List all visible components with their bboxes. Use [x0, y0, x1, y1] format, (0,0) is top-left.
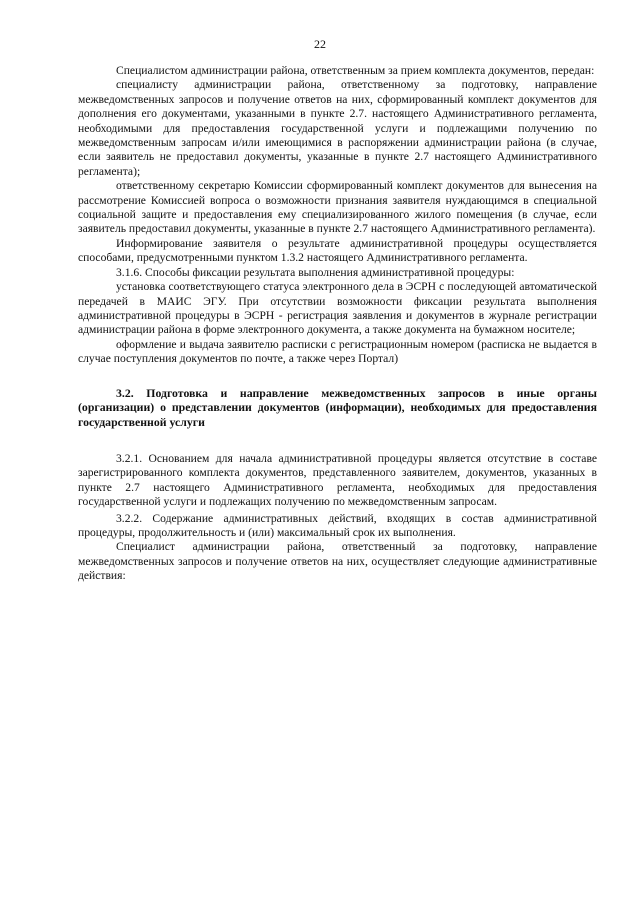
paragraph-commission-secretary: ответственному секретарю Комиссии сформированный комплект документов для вынесения на рассмотрение Комиссией вопроса о возможности признания заявителя нуждающимся в специальной социальной защите и предоставления ему специализированного жилого помещения (в случае, если заявитель предоставил документы, указанные в пункте 2.7 настоящего Административного регламента). [78, 179, 597, 236]
paragraph-3-2-1: 3.2.1. Основанием для начала административной процедуры является отсутствие в составе зарегистрированного комплекта документов, представленного заявителем, документов, указанных в пункте 2.7 настоящего Административного регламента, необходимых для предоставления государственной услуги и подлежащих получению по межведомственным запросам. [78, 451, 597, 509]
paragraph-3-2-2: 3.2.2. Содержание административных действий, входящих в состав административной процедуры, продолжительность и (или) максимальный срок их выполнения. [78, 511, 597, 539]
paragraph-receipt: оформление и выдача заявителю расписки с регистрационным номером (расписка не выдается в случае поступления документов по почте, а также через Портал) [78, 337, 597, 366]
page-number: 22 [314, 37, 326, 51]
section-heading-3-2: 3.2. Подготовка и направление межведомственных запросов в иные органы (организации) о представлении документов (информации), необходимых для предоставления государственной услуги [78, 385, 597, 430]
paragraph-status-esrn: установка соответствующего статуса электронного дела в ЭСРН с последующей автоматической передачей в МАИС ЭГУ. При отсутствии возможности фиксации результата выполнения административной процедуры в ЭСРН - регистрация заявления и документов в журнале регистрации администрации района в форме электронного документа, а также документа на бумажном носителе; [78, 280, 597, 337]
paragraph-informing-applicant: Информирование заявителя о результате административной процедуры осуществляется способами, предусмотренными пунктом 1.3.2 настоящего Административного регламента. [78, 236, 597, 265]
paragraph-interagency-specialist: специалисту администрации района, ответственному за подготовку, направление межведомственных запросов и получение ответов на них, сформированный комплект документов для дополнения его документами, указанными в пункте 2.7. настоящего Административного регламента, необходимыми для предоставления государственной услуги и подлежащими получению по межведомственным запросам и/или имеющимися в распоряжении администрации района (в случае, если заявитель не предоставил документы, указанные в пункте 2.7 настоящего Административного регламента); [78, 78, 597, 178]
document-body [78, 64, 597, 584]
paragraph-intro: Специалистом администрации района, ответственным за прием комплекта документов, передан: [116, 64, 595, 77]
paragraph-3-1-6: 3.1.6. Способы фиксации результата выполнения административной процедуры: [116, 265, 515, 279]
paragraph-specialist-actions: Специалист администрации района, ответственный за подготовку, направление межведомственных запросов и получение ответов на них, осуществляет следующие административные действия: [78, 540, 597, 583]
